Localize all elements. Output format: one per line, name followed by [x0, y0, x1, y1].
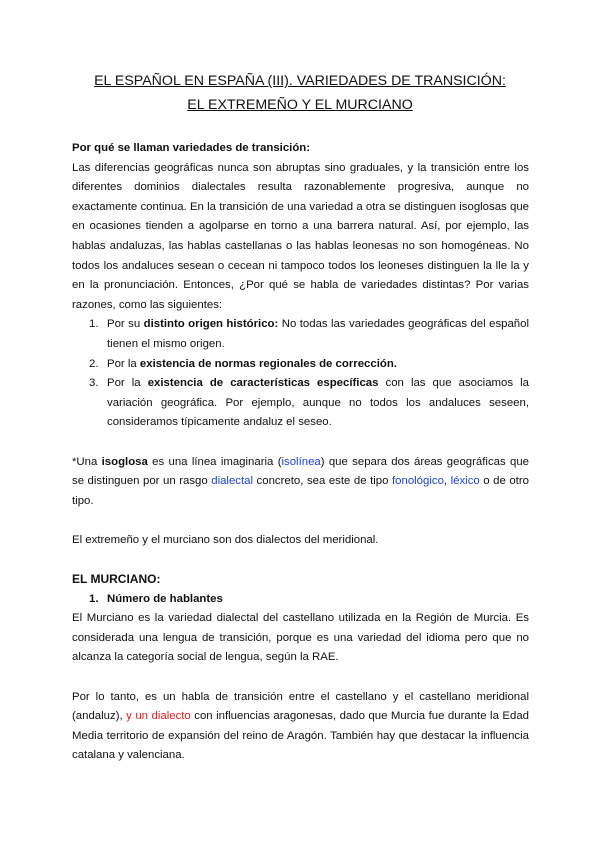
dialects-line: El extremeño y el murciano son dos dialectos del meridional.	[72, 533, 379, 546]
dialectal-link[interactable]: dialectal	[211, 475, 254, 488]
reason-bold: existencia de normas regionales de corrección.	[139, 357, 397, 370]
subheading-title: Número de hablantes	[107, 592, 223, 605]
reasons-list	[72, 315, 529, 433]
murciano-paragraph-2	[72, 688, 529, 766]
note-text: concreto, sea este de tipo	[253, 475, 392, 488]
note-text: ) que separa dos áreas geográficas que se distinguen por un rasgo	[72, 455, 529, 488]
murciano-heading: EL MURCIANO:	[72, 572, 161, 587]
document-body	[72, 139, 529, 766]
reason-text: con las que asociamos la variación geográfica. Por ejemplo, aunque no todos los andaluces seseen, consideramos típicamente andaluz el seseo.	[107, 377, 529, 429]
title-line-2: EL EXTREMEÑO Y EL MURCIANO	[187, 97, 413, 113]
reason-text: Por su	[107, 318, 144, 331]
isoglosa-term: isoglosa	[101, 455, 148, 468]
dialect-highlight: y un dialecto	[126, 710, 191, 723]
isolinea-link[interactable]: isolínea	[281, 455, 321, 468]
reason-bold: existencia de características específicas	[147, 377, 379, 390]
paragraph-text: Por lo tanto, es un habla de transición entre el castellano y el castellano meridional (andaluz),	[72, 690, 529, 723]
list-number: 3.	[89, 377, 99, 390]
paragraph-text: con influencias aragonesas, dado que Murcia fue durante la Edad Media territorio de expansión del reino de Aragón. También hay que destacar la influencia catalana y valenciana.	[72, 710, 529, 762]
reason-item-3	[72, 374, 529, 433]
reason-item-2	[72, 355, 529, 375]
list-number: 2.	[89, 357, 99, 370]
document-title	[60, 69, 540, 117]
reason-bold: distinto origen histórico:	[143, 318, 279, 331]
transition-paragraph: Las diferencias geográficas nunca son abruptas sino graduales, y la transición entre los diferentes dominios dialectales resulta razonablemente progresiva, aunque no exactamente continua. En la transición de una variedad a otra se distinguen isoglosas que en ocasiones tienden a agolparse en torno a una barrera natural. Así, por ejemplo, las hablas andaluzas, las hablas castellanas o las hablas leonesas no son homogéneas. No todos los andaluces sesean o cecean ni tampoco todos los leoneses distinguen la lle la y en la pronunciación. Entonces, ¿Por qué se habla de variedades distintas? Por varias razones, como las siguientes:	[72, 161, 529, 311]
note-text: es una línea imaginaria (	[147, 455, 282, 468]
subheading-number: 1.	[89, 592, 99, 605]
note-text: *Una	[72, 455, 102, 468]
section-heading-transition: Por qué se llaman variedades de transición:	[72, 142, 311, 154]
reason-text: No todas las variedades geográficas del español tienen el mismo origen.	[107, 318, 530, 350]
reason-text: Por la	[107, 377, 148, 390]
reason-item-1	[72, 315, 529, 354]
lexico-link[interactable]: léxico	[450, 475, 480, 488]
list-number: 1.	[89, 318, 99, 331]
murciano-paragraph-1: El Murciano es la variedad dialectal del castellano utilizada en la Región de Murcia. Es considerada una lengua de transición, porque es una variedad del idioma pero que no alcanza la categoría social de lengua, según la RAE.	[72, 612, 529, 664]
note-text: ,	[443, 475, 451, 488]
isoglosa-note	[72, 453, 529, 512]
fonologico-link[interactable]: fonológico	[391, 475, 444, 488]
note-text: o de otro tipo.	[72, 475, 529, 507]
reason-text: Por la	[107, 357, 140, 370]
speakers-subheading	[72, 590, 529, 610]
title-line-1: EL ESPAÑOL EN ESPAÑA (III). VARIEDADES DE TRANSICIÓN:	[94, 73, 506, 89]
